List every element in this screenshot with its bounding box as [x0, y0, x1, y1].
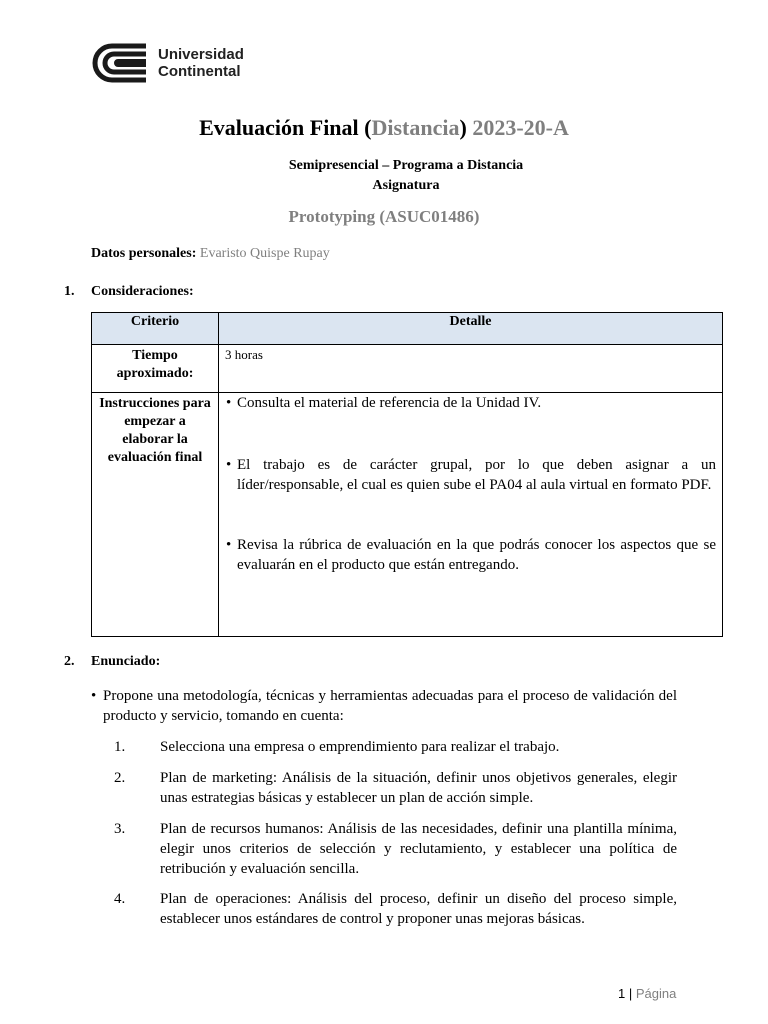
- table-header-row: [92, 313, 723, 345]
- logo-mark-icon: [90, 40, 150, 86]
- course-name: Prototyping (ASUC01486): [288, 207, 480, 226]
- subtitle-asignatura: Asignatura: [372, 178, 440, 193]
- list-item: • Revisa la rúbrica de evaluación en la que podrás conocer los aspectos que se evaluarán en el producto que están entregando.: [226, 535, 716, 575]
- student-name: Evaristo Quispe Rupay: [199, 246, 330, 261]
- intro-text: Propone una metodología, técnicas y herramientas adecuadas para el proceso de validación del producto y servicio, tomando en cuenta:: [103, 688, 677, 724]
- criteria-table: [91, 312, 723, 637]
- bullet-icon: •: [91, 688, 97, 704]
- list-item: [114, 819, 677, 879]
- personal-data: [91, 246, 330, 262]
- item-text: Selecciona una empresa o emprendimiento para realizar el trabajo.: [160, 739, 560, 755]
- page-title: [0, 115, 768, 141]
- page-label: Página: [635, 986, 677, 1001]
- instructions-list: [219, 393, 722, 575]
- detalle-time-value: 3 horas: [225, 347, 263, 362]
- list-item: [114, 737, 677, 757]
- logo-text: [158, 46, 244, 80]
- list-item: [114, 889, 677, 929]
- page-number: 1: [618, 986, 626, 1001]
- logo-line2: Continental: [158, 63, 241, 80]
- section-label: Enunciado:: [91, 654, 161, 669]
- list-item: • Consulta el material de referencia de la Unidad IV.: [226, 393, 716, 413]
- title-part3: ): [459, 115, 473, 140]
- item-text: Plan de marketing: Análisis de la situación, definir unos objetivos generales, elegir unas estrategias básicas y establecer un plan de acción simple.: [160, 770, 677, 806]
- item-text: Plan de recursos humanos: Análisis de las necesidades, definir una plantilla mínima, elegir unos criterios de selección y reclutamiento, y establecer una política de retribución y evaluación sencilla.: [160, 821, 677, 877]
- item-number: 2.: [114, 770, 126, 786]
- title-part1: Evaluación Final (: [199, 115, 372, 140]
- personal-label: Datos personales:: [91, 246, 197, 261]
- detalle-cell: [219, 345, 723, 393]
- list-item: • El trabajo es de carácter grupal, por lo que deben asignar a un líder/responsable, el cual es quien sube el PA04 al aula virtual en formato PDF.: [226, 455, 716, 495]
- subtitle: [0, 156, 768, 196]
- list-item: [114, 768, 677, 808]
- item-number: 4.: [114, 891, 126, 907]
- table-row: [92, 393, 723, 637]
- criterio-instructions-label: Instrucciones para empezar a elaborar la evaluación final: [99, 396, 211, 465]
- subtitle-program: Semipresencial – Programa a Distancia: [288, 158, 524, 173]
- section-number: 1.: [64, 284, 75, 299]
- item-text: Plan de operaciones: Análisis del proceso, definir un diseño del proceso simple, establecer unos estándares de control y proponer unas mejoras básicas.: [160, 891, 677, 927]
- table-row: [92, 345, 723, 393]
- logo-line1: Universidad: [158, 46, 244, 63]
- header-criterio: Criterio: [92, 313, 219, 345]
- footer-separator: |: [628, 986, 633, 1001]
- item-number: 1.: [114, 739, 126, 755]
- detalle-cell: [219, 393, 723, 637]
- header-detalle: Detalle: [219, 313, 723, 345]
- section-number: 2.: [64, 654, 75, 669]
- criterio-cell: [92, 345, 219, 393]
- criterio-cell: [92, 393, 219, 637]
- university-logo: [90, 40, 260, 86]
- title-period: 2023-20-A: [472, 115, 569, 140]
- page-footer: [618, 986, 676, 1001]
- title-modality: Distancia: [371, 115, 460, 140]
- criterio-time-label: Tiempo aproximado:: [116, 348, 194, 381]
- section-label: Consideraciones:: [91, 284, 194, 299]
- item-number: 3.: [114, 821, 126, 837]
- enunciado-intro: [91, 686, 677, 726]
